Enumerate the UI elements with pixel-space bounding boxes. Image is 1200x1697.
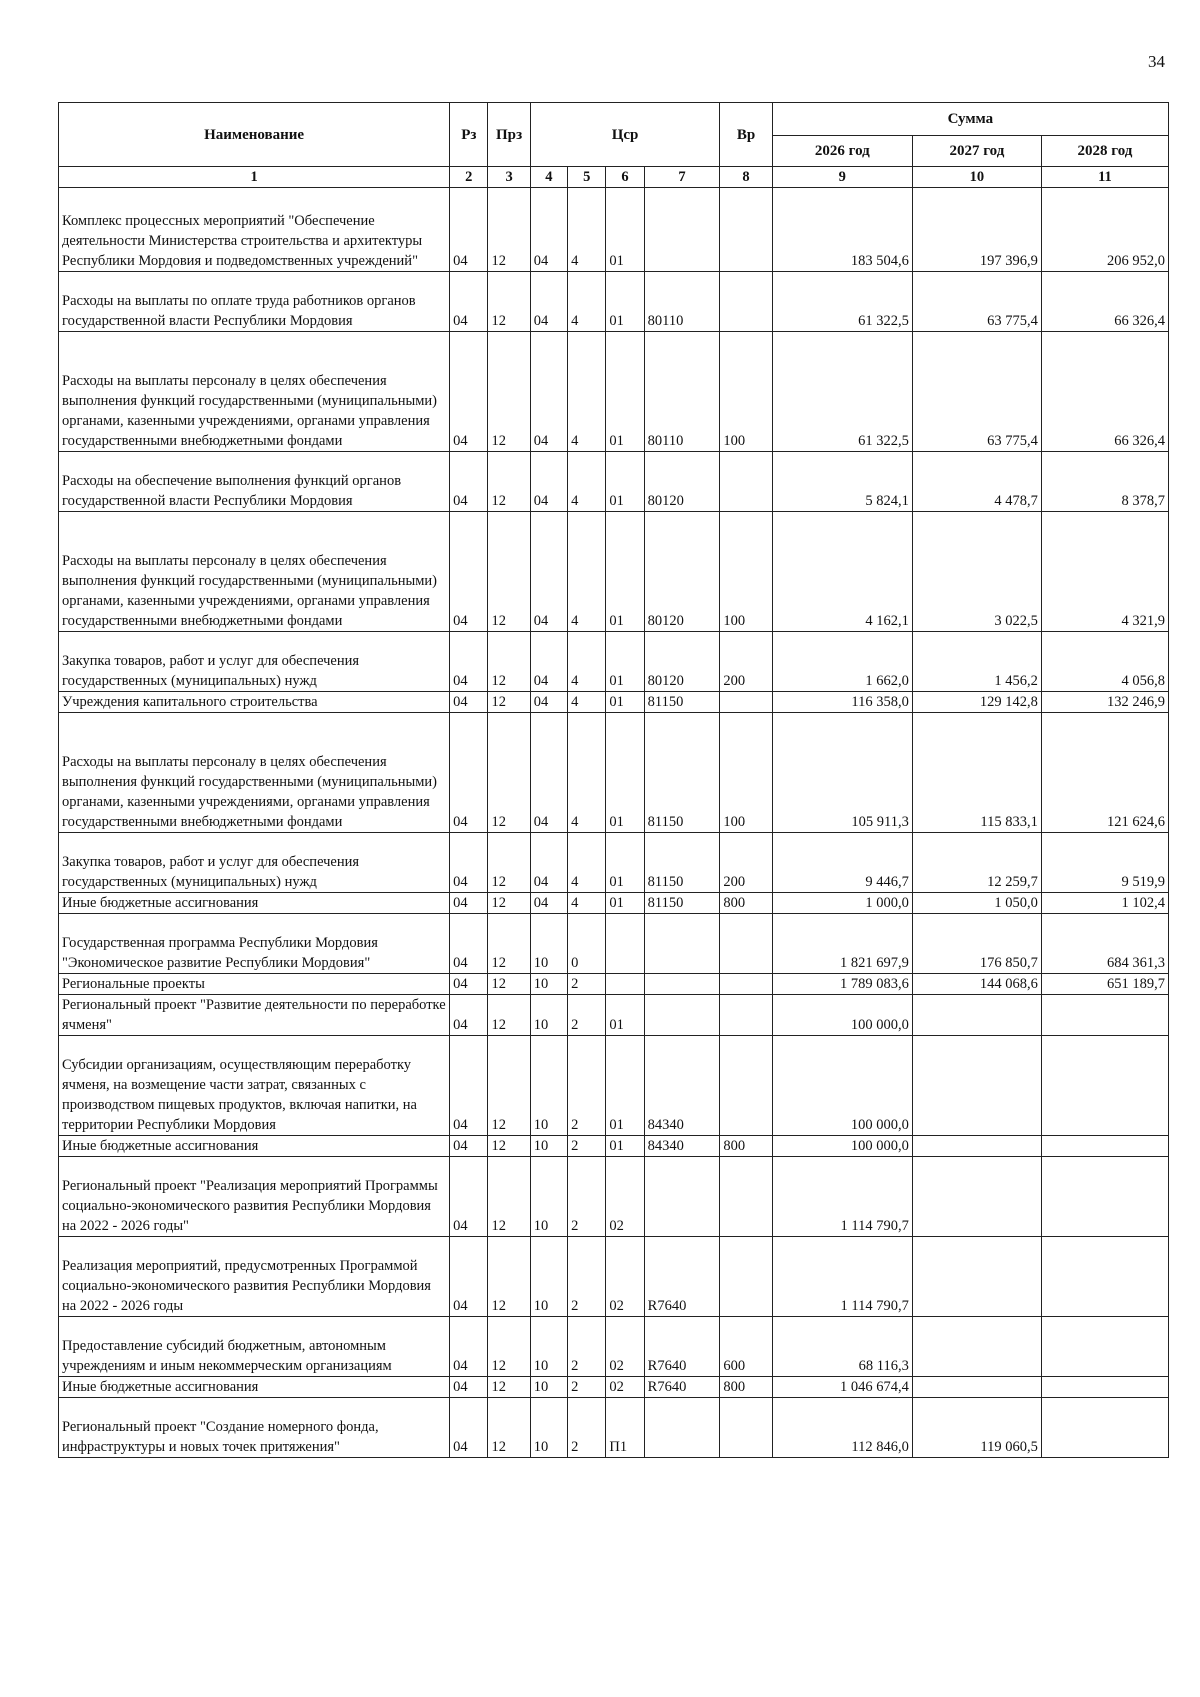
row-prz: 12 (488, 272, 530, 332)
row-amount-2028: 9 519,9 (1041, 833, 1168, 893)
row-name: Расходы на выплаты по оплате труда работников органов государственной власти Республики Мордовия (59, 272, 450, 332)
row-csr-direction: R7640 (644, 1237, 720, 1317)
row-name: Региональный проект "Развитие деятельности по переработке ячменя" (59, 995, 450, 1036)
row-csr-direction: 81150 (644, 833, 720, 893)
row-csr-structure: 01 (606, 833, 644, 893)
row-csr-structure: 01 (606, 1036, 644, 1136)
row-csr-direction (644, 914, 720, 974)
row-name: Предоставление субсидий бюджетным, автономным учреждениям и иным некоммерческим организациям (59, 1317, 450, 1377)
row-amount-2027 (912, 1237, 1041, 1317)
table-row (59, 1317, 1169, 1377)
row-amount-2028 (1041, 1398, 1168, 1458)
table-row (59, 272, 1169, 332)
row-vr (720, 452, 772, 512)
row-amount-2028 (1041, 1136, 1168, 1157)
row-amount-2027: 4 478,7 (912, 452, 1041, 512)
row-vr (720, 272, 772, 332)
table-row (59, 1036, 1169, 1136)
row-amount-2026: 9 446,7 (772, 833, 912, 893)
row-amount-2028 (1041, 1317, 1168, 1377)
row-amount-2026: 112 846,0 (772, 1398, 912, 1458)
table-row (59, 914, 1169, 974)
row-amount-2026: 1 662,0 (772, 632, 912, 692)
row-csr-program: 10 (530, 1036, 567, 1136)
column-number: 10 (912, 167, 1041, 188)
row-rz: 04 (450, 332, 488, 452)
column-number: 11 (1041, 167, 1168, 188)
row-csr-structure (606, 974, 644, 995)
page-number: 34 (1148, 52, 1165, 71)
row-csr-structure: 01 (606, 452, 644, 512)
row-csr-direction: 81150 (644, 692, 720, 713)
row-prz: 12 (488, 632, 530, 692)
row-amount-2026: 1 114 790,7 (772, 1157, 912, 1237)
row-amount-2028: 4 056,8 (1041, 632, 1168, 692)
row-csr-type: 2 (568, 974, 606, 995)
table-row (59, 1157, 1169, 1237)
header-vr: Вр (720, 103, 772, 167)
table-row (59, 995, 1169, 1036)
row-name: Государственная программа Республики Мордовия "Экономическое развитие Республики Мордовия" (59, 914, 450, 974)
row-amount-2028 (1041, 1036, 1168, 1136)
table-row (59, 1398, 1169, 1458)
row-amount-2026: 1 789 083,6 (772, 974, 912, 995)
row-amount-2028: 121 624,6 (1041, 713, 1168, 833)
row-vr (720, 974, 772, 995)
row-vr (720, 1237, 772, 1317)
column-number: 4 (530, 167, 567, 188)
row-name: Учреждения капитального строительства (59, 692, 450, 713)
row-csr-direction: 81150 (644, 893, 720, 914)
row-csr-direction: 80120 (644, 452, 720, 512)
row-vr: 100 (720, 332, 772, 452)
row-csr-type: 2 (568, 1377, 606, 1398)
row-csr-direction (644, 974, 720, 995)
table-body (59, 188, 1169, 1458)
row-csr-type: 4 (568, 692, 606, 713)
row-name: Комплекс процессных мероприятий "Обеспечение деятельности Министерства строительства и архитектуры Республики Мордовия и подведомственных учреждений" (59, 188, 450, 272)
row-csr-type: 2 (568, 1237, 606, 1317)
row-csr-direction (644, 1157, 720, 1237)
row-rz: 04 (450, 833, 488, 893)
row-amount-2026: 100 000,0 (772, 1136, 912, 1157)
header-name: Наименование (59, 103, 450, 167)
row-prz: 12 (488, 1237, 530, 1317)
row-amount-2026: 1 821 697,9 (772, 914, 912, 974)
row-csr-program: 10 (530, 995, 567, 1036)
column-number: 2 (450, 167, 488, 188)
row-csr-structure: 01 (606, 272, 644, 332)
row-csr-program: 04 (530, 452, 567, 512)
table-row (59, 893, 1169, 914)
row-vr: 200 (720, 833, 772, 893)
row-csr-program: 10 (530, 1377, 567, 1398)
column-numbers-row (59, 167, 1169, 188)
row-csr-structure: 01 (606, 713, 644, 833)
row-csr-structure: 02 (606, 1377, 644, 1398)
row-amount-2026: 1 114 790,7 (772, 1237, 912, 1317)
row-csr-direction: R7640 (644, 1377, 720, 1398)
row-amount-2028: 684 361,3 (1041, 914, 1168, 974)
row-csr-structure: П1 (606, 1398, 644, 1458)
row-amount-2026: 105 911,3 (772, 713, 912, 833)
row-amount-2027: 119 060,5 (912, 1398, 1041, 1458)
row-name: Расходы на обеспечение выполнения функций органов государственной власти Республики Мордовия (59, 452, 450, 512)
row-name: Реализация мероприятий, предусмотренных Программой социально-экономического развития Республики Мордовия на 2022 - 2026 годы (59, 1237, 450, 1317)
row-amount-2027: 3 022,5 (912, 512, 1041, 632)
row-prz: 12 (488, 1377, 530, 1398)
table-row (59, 1136, 1169, 1157)
row-amount-2027: 115 833,1 (912, 713, 1041, 833)
row-csr-type: 2 (568, 1036, 606, 1136)
row-amount-2027 (912, 1317, 1041, 1377)
row-vr (720, 995, 772, 1036)
row-amount-2028 (1041, 1157, 1168, 1237)
row-csr-program: 10 (530, 914, 567, 974)
row-csr-structure: 01 (606, 512, 644, 632)
row-prz: 12 (488, 452, 530, 512)
row-csr-program: 04 (530, 692, 567, 713)
row-amount-2027: 63 775,4 (912, 272, 1041, 332)
row-prz: 12 (488, 188, 530, 272)
row-vr (720, 692, 772, 713)
column-number: 7 (644, 167, 720, 188)
row-amount-2027: 176 850,7 (912, 914, 1041, 974)
row-amount-2027: 63 775,4 (912, 332, 1041, 452)
row-prz: 12 (488, 1317, 530, 1377)
row-amount-2027: 197 396,9 (912, 188, 1041, 272)
row-amount-2028 (1041, 995, 1168, 1036)
column-number: 8 (720, 167, 772, 188)
row-csr-direction: 81150 (644, 713, 720, 833)
row-amount-2028: 651 189,7 (1041, 974, 1168, 995)
row-vr: 100 (720, 713, 772, 833)
row-csr-type: 0 (568, 914, 606, 974)
row-csr-structure: 01 (606, 632, 644, 692)
row-csr-type: 4 (568, 452, 606, 512)
row-csr-type: 4 (568, 833, 606, 893)
row-amount-2026: 68 116,3 (772, 1317, 912, 1377)
table-row (59, 632, 1169, 692)
table-row (59, 713, 1169, 833)
row-amount-2026: 5 824,1 (772, 452, 912, 512)
row-csr-direction: R7640 (644, 1317, 720, 1377)
row-vr: 800 (720, 1377, 772, 1398)
row-csr-program: 10 (530, 974, 567, 995)
row-amount-2027 (912, 995, 1041, 1036)
row-amount-2026: 100 000,0 (772, 995, 912, 1036)
row-amount-2026: 183 504,6 (772, 188, 912, 272)
row-csr-type: 2 (568, 1398, 606, 1458)
column-number: 1 (59, 167, 450, 188)
row-csr-type: 2 (568, 1317, 606, 1377)
row-csr-structure: 01 (606, 332, 644, 452)
row-amount-2026: 61 322,5 (772, 272, 912, 332)
row-csr-direction: 84340 (644, 1036, 720, 1136)
row-amount-2028: 1 102,4 (1041, 893, 1168, 914)
row-vr: 600 (720, 1317, 772, 1377)
row-rz: 04 (450, 692, 488, 713)
row-amount-2027 (912, 1377, 1041, 1398)
row-csr-type: 4 (568, 512, 606, 632)
row-vr (720, 914, 772, 974)
row-rz: 04 (450, 974, 488, 995)
row-csr-type: 2 (568, 1157, 606, 1237)
table-row (59, 512, 1169, 632)
row-vr (720, 188, 772, 272)
column-number: 5 (568, 167, 606, 188)
row-csr-type: 4 (568, 332, 606, 452)
row-amount-2028: 132 246,9 (1041, 692, 1168, 713)
row-amount-2027 (912, 1136, 1041, 1157)
row-amount-2027 (912, 1157, 1041, 1237)
row-csr-program: 04 (530, 332, 567, 452)
row-rz: 04 (450, 1237, 488, 1317)
row-amount-2027: 12 259,7 (912, 833, 1041, 893)
row-csr-type: 2 (568, 1136, 606, 1157)
row-csr-type: 4 (568, 632, 606, 692)
table-row (59, 332, 1169, 452)
row-prz: 12 (488, 833, 530, 893)
row-rz: 04 (450, 1036, 488, 1136)
row-csr-type: 4 (568, 272, 606, 332)
row-rz: 04 (450, 914, 488, 974)
row-csr-structure: 01 (606, 692, 644, 713)
row-csr-program: 04 (530, 512, 567, 632)
table-row (59, 692, 1169, 713)
row-csr-type: 4 (568, 893, 606, 914)
row-amount-2028 (1041, 1237, 1168, 1317)
row-vr (720, 1036, 772, 1136)
row-prz: 12 (488, 1398, 530, 1458)
row-csr-structure: 01 (606, 995, 644, 1036)
row-name: Иные бюджетные ассигнования (59, 893, 450, 914)
table-row (59, 188, 1169, 272)
row-rz: 04 (450, 632, 488, 692)
row-csr-program: 10 (530, 1237, 567, 1317)
header-sum: Сумма (772, 103, 1168, 136)
row-prz: 12 (488, 995, 530, 1036)
row-rz: 04 (450, 1398, 488, 1458)
row-csr-program: 04 (530, 272, 567, 332)
table-row (59, 1377, 1169, 1398)
row-prz: 12 (488, 914, 530, 974)
row-amount-2027: 144 068,6 (912, 974, 1041, 995)
row-csr-structure: 01 (606, 893, 644, 914)
row-vr: 800 (720, 1136, 772, 1157)
table-row (59, 833, 1169, 893)
header-csr: Цср (530, 103, 720, 167)
column-number: 3 (488, 167, 530, 188)
row-rz: 04 (450, 1136, 488, 1157)
row-prz: 12 (488, 692, 530, 713)
row-csr-program: 10 (530, 1317, 567, 1377)
row-amount-2026: 61 322,5 (772, 332, 912, 452)
row-csr-type: 4 (568, 188, 606, 272)
row-rz: 04 (450, 1317, 488, 1377)
column-number: 6 (606, 167, 644, 188)
row-amount-2027: 129 142,8 (912, 692, 1041, 713)
row-csr-direction: 80110 (644, 272, 720, 332)
row-csr-direction (644, 188, 720, 272)
row-name: Расходы на выплаты персоналу в целях обеспечения выполнения функций государственными (муниципальными) органами, казенными учреждениями, органами управления государственными внебюджетными фондами (59, 332, 450, 452)
row-prz: 12 (488, 512, 530, 632)
row-csr-program: 04 (530, 632, 567, 692)
header-year-2026: 2026 год (772, 136, 912, 167)
row-amount-2028: 66 326,4 (1041, 272, 1168, 332)
row-csr-program: 04 (530, 188, 567, 272)
row-amount-2026: 1 000,0 (772, 893, 912, 914)
row-csr-program: 04 (530, 833, 567, 893)
row-name: Субсидии организациям, осуществляющим переработку ячменя, на возмещение части затрат, связанных с производством пищевых продуктов, включая напитки, на территории Республики Мордовия (59, 1036, 450, 1136)
row-name: Иные бюджетные ассигнования (59, 1136, 450, 1157)
row-rz: 04 (450, 512, 488, 632)
table-row (59, 974, 1169, 995)
row-name: Закупка товаров, работ и услуг для обеспечения государственных (муниципальных) нужд (59, 833, 450, 893)
row-rz: 04 (450, 713, 488, 833)
row-csr-type: 4 (568, 713, 606, 833)
row-name: Иные бюджетные ассигнования (59, 1377, 450, 1398)
row-prz: 12 (488, 332, 530, 452)
row-csr-direction: 80120 (644, 632, 720, 692)
row-vr: 100 (720, 512, 772, 632)
row-csr-program: 04 (530, 713, 567, 833)
row-name: Региональный проект "Реализация мероприятий Программы социально-экономического развития Республики Мордовия на 2022 - 2026 годы" (59, 1157, 450, 1237)
row-vr: 800 (720, 893, 772, 914)
row-csr-direction: 84340 (644, 1136, 720, 1157)
row-rz: 04 (450, 1377, 488, 1398)
row-csr-structure: 01 (606, 1136, 644, 1157)
row-csr-direction (644, 1398, 720, 1458)
row-name: Региональные проекты (59, 974, 450, 995)
row-prz: 12 (488, 713, 530, 833)
row-amount-2028: 66 326,4 (1041, 332, 1168, 452)
row-name: Расходы на выплаты персоналу в целях обеспечения выполнения функций государственными (муниципальными) органами, казенными учреждениями, органами управления государственными внебюджетными фондами (59, 713, 450, 833)
row-rz: 04 (450, 188, 488, 272)
row-prz: 12 (488, 1157, 530, 1237)
row-vr: 200 (720, 632, 772, 692)
row-csr-structure: 01 (606, 188, 644, 272)
row-csr-program: 10 (530, 1157, 567, 1237)
row-prz: 12 (488, 974, 530, 995)
row-amount-2026: 4 162,1 (772, 512, 912, 632)
row-csr-direction: 80120 (644, 512, 720, 632)
column-number: 9 (772, 167, 912, 188)
row-csr-structure (606, 914, 644, 974)
row-csr-structure: 02 (606, 1317, 644, 1377)
header-year-2027: 2027 год (912, 136, 1041, 167)
row-name: Региональный проект "Создание номерного фонда, инфраструктуры и новых точек притяжения" (59, 1398, 450, 1458)
row-prz: 12 (488, 1136, 530, 1157)
row-name: Расходы на выплаты персоналу в целях обеспечения выполнения функций государственными (муниципальными) органами, казенными учреждениями, органами управления государственными внебюджетными фондами (59, 512, 450, 632)
row-vr (720, 1398, 772, 1458)
row-csr-direction (644, 995, 720, 1036)
row-amount-2028: 4 321,9 (1041, 512, 1168, 632)
row-csr-program: 10 (530, 1136, 567, 1157)
row-csr-program: 04 (530, 893, 567, 914)
header-prz: Прз (488, 103, 530, 167)
row-amount-2028: 8 378,7 (1041, 452, 1168, 512)
row-csr-direction: 80110 (644, 332, 720, 452)
row-name: Закупка товаров, работ и услуг для обеспечения государственных (муниципальных) нужд (59, 632, 450, 692)
row-prz: 12 (488, 893, 530, 914)
table-row (59, 1237, 1169, 1317)
row-amount-2028: 206 952,0 (1041, 188, 1168, 272)
row-amount-2027: 1 050,0 (912, 893, 1041, 914)
row-amount-2028 (1041, 1377, 1168, 1398)
row-amount-2027 (912, 1036, 1041, 1136)
row-rz: 04 (450, 452, 488, 512)
row-amount-2027: 1 456,2 (912, 632, 1041, 692)
row-csr-type: 2 (568, 995, 606, 1036)
header-year-2028: 2028 год (1041, 136, 1168, 167)
row-csr-structure: 02 (606, 1237, 644, 1317)
row-rz: 04 (450, 893, 488, 914)
row-amount-2026: 1 046 674,4 (772, 1377, 912, 1398)
row-prz: 12 (488, 1036, 530, 1136)
budget-table (58, 102, 1169, 1458)
row-rz: 04 (450, 995, 488, 1036)
row-amount-2026: 116 358,0 (772, 692, 912, 713)
row-rz: 04 (450, 272, 488, 332)
table-row (59, 452, 1169, 512)
row-vr (720, 1157, 772, 1237)
row-amount-2026: 100 000,0 (772, 1036, 912, 1136)
row-csr-program: 10 (530, 1398, 567, 1458)
row-csr-structure: 02 (606, 1157, 644, 1237)
row-rz: 04 (450, 1157, 488, 1237)
header-rz: Рз (450, 103, 488, 167)
